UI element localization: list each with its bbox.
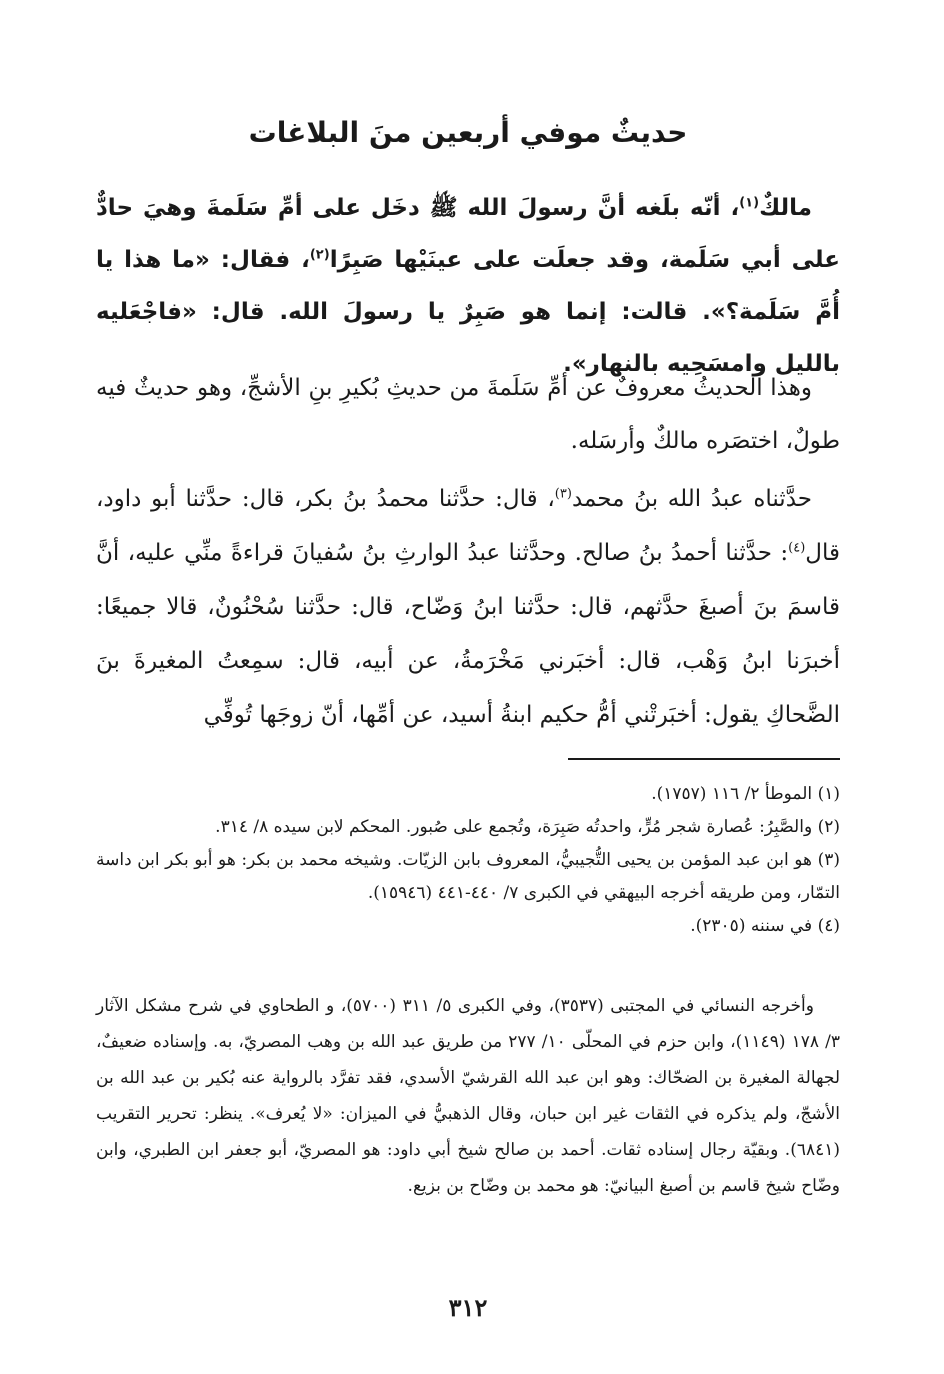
book-page [96, 0, 840, 1374]
footnote-1 [96, 778, 840, 811]
isnad-text-part-2: ، قال: حدَّثنا محمدُ بنُ بكر، قال: حدَّثنا أبو داود، قال [96, 486, 840, 566]
footnote-text: الموطأ ٢/ ١١٦ (١٧٥٧). [651, 784, 813, 804]
footnote-divider [568, 758, 840, 760]
footnote-number: (٣) [817, 850, 841, 870]
footnote-continuation: وأخرجه النسائي في المجتبى (٣٥٣٧)، وفي الكبرى ٥/ ٣١١ (٥٧٠٠)، و الطحاوي في شرح مشكل الآثار ٣/ ١٧٨ (١١٤٩)، وابن حزم في المحلّى ١٠/ ٢٧٧ من طريق عبد الله بن وهب المصريّ، به. وإسناده ضعيفٌ، لجهالة المغيرة بن الضحّاك: وهو ابن عبد الله القرشيّ الأسدي، فقد تفرَّد بالرواية عنه بُكير بن عبد الله بن الأشجّ، ولم يذكره في الثقات غير ابن حبان، وقال الذهبيُّ في الميزان: «لا يُعرف». ينظر: تحرير التقريب (٦٨٤١). وبقيّة رجال إسناده ثقات. أحمد بن صالح شيخ أبي داود: هو المصريّ، أبو جعفر ابن الطبري، وابن وضّاح شيخ قاسم بن أصبغ البيانيّ: هو محمد بن وضّاح بن بزيع. [96, 996, 840, 1196]
hadith-text-part-2: ، أنّه بلَغه أنَّ رسولَ الله ﷺ دخَل على أمِّ سَلَمةَ وهيَ حادٌّ على أبي سَلَمة، وقد جعلَت على عينَيْها صَبِرًا [96, 195, 841, 273]
footnote-text: هو ابن عبد المؤمن بن يحيى التُّجيبيُّ، المعروف بابن الزيّات. وشيخه محمد بن بكر: هو أبو بكر ابن داسة التمّار، ومن طريقه أخرجه البيهقي في الكبرى ٧/ ٤٤٠-٤٤١ (١٥٩٤٦). [96, 850, 840, 903]
footnote-number: (١) [817, 784, 840, 804]
footnotes-list [96, 778, 840, 943]
isnad-text-part-1: حدَّثناه عبدُ الله بنُ محمد [571, 486, 813, 512]
footnote-3 [96, 844, 840, 910]
footnote-ref-2[interactable]: (٢) [309, 247, 330, 263]
section-title: حديثٌ موفي أربعين منَ البلاغات [248, 116, 688, 149]
hadith-text [96, 182, 840, 390]
footnote-4 [96, 910, 840, 943]
commentary-paragraph: وهذا الحديثُ معروفٌ عن أمِّ سَلَمةَ من حديثِ بُكيرِ بنِ الأشجِّ، وهو حديثٌ فيه طولٌ، اختصَره مالكٌ وأرسَله. [96, 375, 840, 454]
footnote-text: في سننه (٢٣٠٥). [690, 916, 813, 936]
footnote-ref-1[interactable]: (١) [739, 195, 760, 211]
hadith-text-part-1: مالكٌ [759, 195, 812, 221]
hadith-text-part-3: ، فقال: «ما هذا يا أُمَّ سَلَمة؟». قالت: إنما هو صَبِرٌ يا رسولَ الله. قال: «فاجْعَليه بالليل وامسَحِيه بالنهار». [96, 247, 840, 377]
footnote-number: (٤) [817, 916, 840, 936]
footnote-ref-4[interactable]: (٤) [788, 540, 806, 556]
page-number: ٣١٢ [448, 1293, 488, 1322]
footnote-ref-3[interactable]: (٣) [554, 486, 572, 502]
isnad-paragraph [96, 472, 840, 742]
footnote-text: والصَّبِرُ: عُصارة شجر مُرٍّ، واحدتُه صَبِرَة، وتُجمع على صُبور. المحكم لابن سيده ٨/ ٣١٤. [215, 817, 813, 837]
footnote-number: (٢) [817, 817, 840, 837]
isnad-text-part-3: : حدَّثنا أحمدُ بنُ صالح. وحدَّثنا عبدُ الوارثِ بنُ سُفيانَ قراءةً منِّي عليه، أنَّ قاسمَ بنَ أصبغَ حدَّثهم، قال: حدَّثنا ابنُ وَضّاح، قال: حدَّثنا سُحْنُونٌ، قالا جميعًا: أخبرَنا ابنُ وَهْب، قال: أخبَرني مَخْرَمةُ، عن أبيه، قال: سمِعتُ المغيرةَ بنَ الضَّحاكِ يقول: أخبَرتْني أمُّ حكيم ابنةُ أسيد، عن أمِّها، أنّ زوجَها تُوفِّي [96, 540, 840, 728]
footnote-2 [96, 811, 840, 844]
